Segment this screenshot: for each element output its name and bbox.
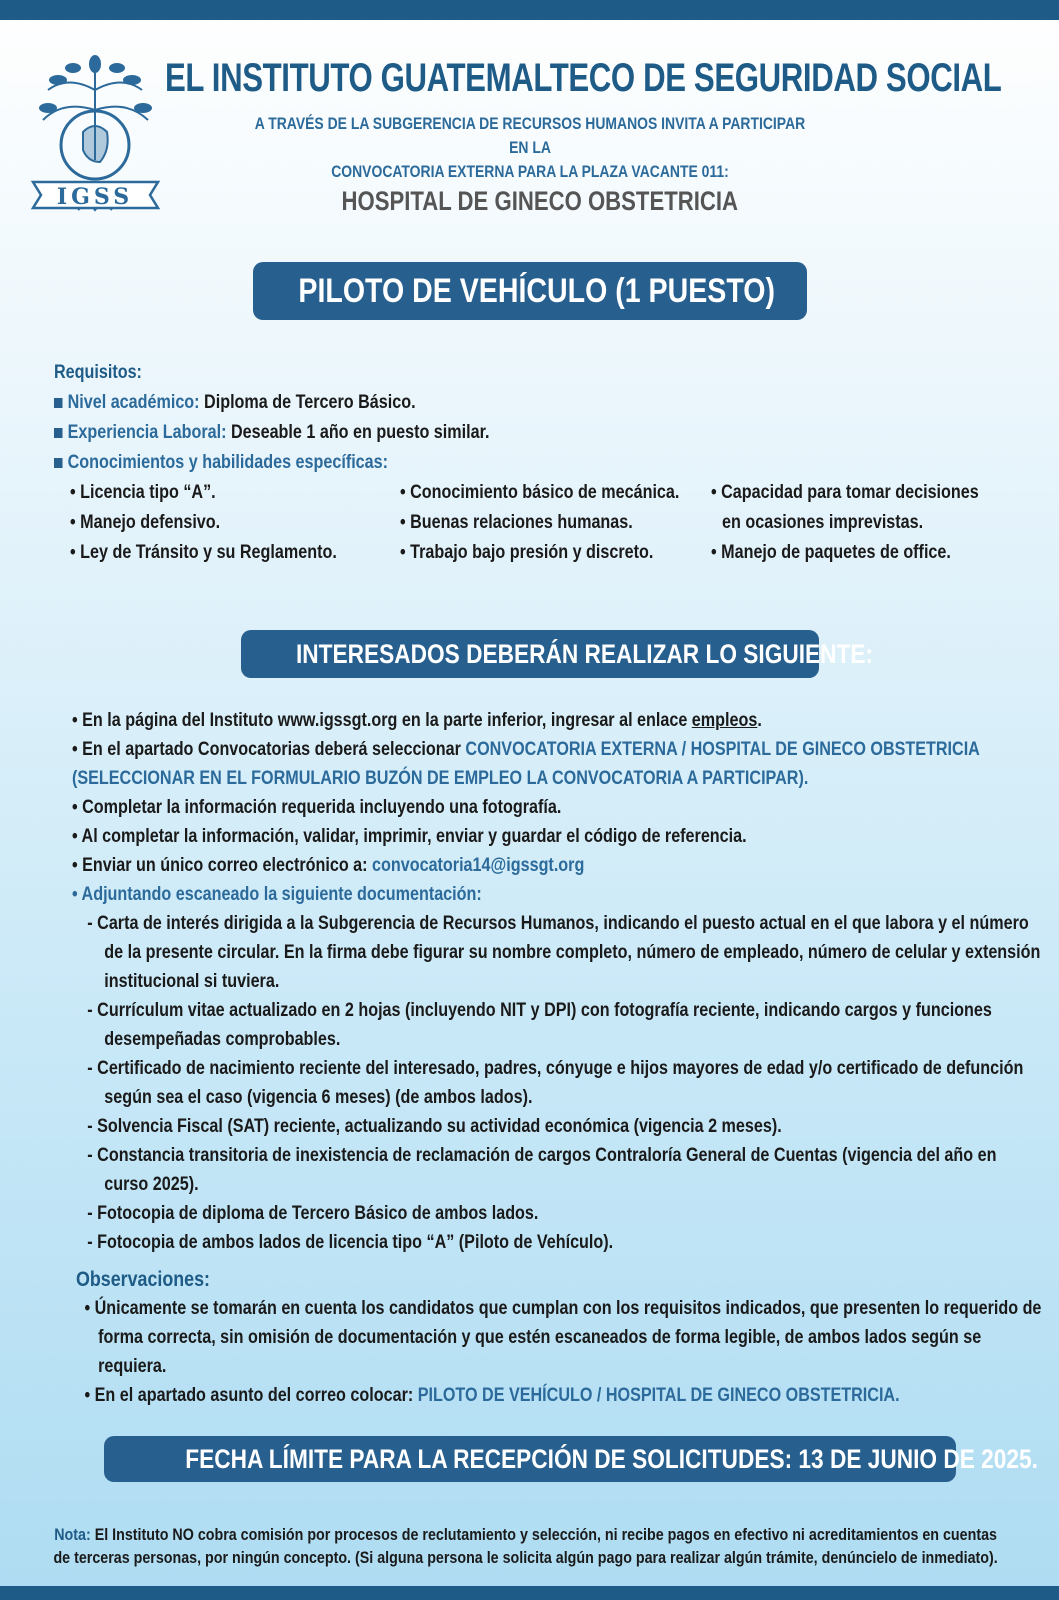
page-title: EL INSTITUTO GUATEMALTECO DE SEGURIDAD SOCIAL — [165, 56, 1002, 100]
skills-column-3 — [711, 478, 1026, 568]
document-item: - Solvencia Fiscal (SAT) reciente, actualizando su actividad económica (vigencia 2 meses). — [87, 1116, 782, 1137]
skill-item: • Ley de Tránsito y su Reglamento. — [70, 542, 337, 563]
skills-column-2 — [400, 478, 729, 568]
job-title-banner: PILOTO DE VEHÍCULO (1 PUESTO) — [253, 262, 807, 320]
requirements-section — [54, 358, 1014, 478]
deadline-banner: FECHA LÍMITE PARA LA RECEPCIÓN DE SOLICITUDES: 13 DE JUNIO DE 2025. — [104, 1436, 956, 1482]
subtitle — [190, 112, 870, 184]
document-item: - Currículum vitae actualizado en 2 hojas (incluyendo NIT y DPI) con fotografía reciente, indicando cargos y funciones desempeñadas comprobables. — [87, 1000, 992, 1050]
square-bullet-icon — [54, 398, 63, 408]
observation-item: • Únicamente se tomarán en cuenta los candidatos que cumplan con los requisitos indicados, que presenten lo requerido de forma correcta, sin omisión de documentación y que estén escaneados de forma legible, de ambos lados según se requiera. — [84, 1298, 1042, 1377]
document-item: - Fotocopia de ambos lados de licencia tipo “A” (Piloto de Vehículo). — [87, 1232, 614, 1253]
skill-item: • Trabajo bajo presión y discreto. — [400, 542, 654, 563]
skill-item: • Manejo defensivo. — [70, 512, 221, 533]
square-bullet-icon — [54, 458, 63, 468]
observations-heading: Observaciones: — [76, 1268, 210, 1291]
skill-item: en ocasiones imprevistas. — [722, 512, 924, 533]
subtitle-line-1: A TRAVÉS DE LA SUBGERENCIA DE RECURSOS HUMANOS INVITA A PARTICIPAR EN LA — [254, 114, 806, 157]
step-select: • En el apartado Convocatorias deberá seleccionar CONVOCATORIA EXTERNA / HOSPITAL DE GINECO OBSTETRICIA (SELECCIONAR EN EL FORMULARIO BUZÓN DE EMPLEO LA CONVOCATORIA A PARTICIPAR). — [72, 739, 980, 789]
skill-item: • Conocimiento básico de mecánica. — [400, 482, 680, 503]
igss-logo — [28, 50, 163, 220]
employment-link[interactable]: empleos — [691, 710, 758, 731]
step-email: • Enviar un único correo electrónico a: convocatoria14@igssgt.org — [72, 855, 585, 876]
subtitle-line-2: CONVOCATORIA EXTERNA PARA LA PLAZA VACANTE 011: — [331, 162, 729, 181]
hospital-name: HOSPITAL DE GINECO OBSTETRICIA — [341, 186, 739, 216]
observations-section — [76, 1265, 1054, 1410]
skills-heading: Conocimientos y habilidades específicas: — [54, 448, 870, 478]
footer-note: Nota: El Instituto NO cobra comisión por procesos de reclutamiento y selección, ni recibe pagos en efectivo ni acreditamientos en cuentas de terceras personas, por ningún concepto. (Si alguna persona le solicita algún pago para realizar algún trámite, denúncielo de inmediato). — [53, 1525, 998, 1567]
svg-text:IGSS: IGSS — [56, 184, 134, 210]
note-label: Nota: — [54, 1525, 91, 1544]
skill-item: • Capacidad para tomar decisiones — [711, 482, 979, 503]
skill-item: • Licencia tipo “A”. — [70, 482, 216, 503]
skill-item: • Buenas relaciones humanas. — [400, 512, 633, 533]
top-bar — [0, 0, 1059, 20]
step-attach: • Adjuntando escaneado la siguiente documentación: — [72, 884, 482, 905]
step-website: • En la página del Instituto www.igssgt.org en la parte inferior, ingresar al enlace empleos. — [72, 710, 762, 731]
observation-item: • En el apartado asunto del correo colocar: PILOTO DE VEHÍCULO / HOSPITAL DE GINECO OBSTETRICIA. — [84, 1385, 900, 1406]
instructions-banner: INTERESADOS DEBERÁN REALIZAR LO SIGUIENTE: — [241, 630, 819, 678]
website-link[interactable]: www.igssgt.org — [277, 710, 398, 731]
academic-requirement: Nivel académico: Diploma de Tercero Básico. — [54, 388, 870, 418]
bottom-bar — [0, 1586, 1059, 1600]
step-validate: • Al completar la información, validar, imprimir, enviar y guardar el código de referencia. — [72, 826, 747, 847]
step-complete: • Completar la información requerida incluyendo una fotografía. — [72, 797, 562, 818]
email-link[interactable]: convocatoria14@igssgt.org — [372, 855, 585, 876]
requirements-heading: Requisitos: — [54, 362, 142, 383]
instructions-list — [72, 706, 1041, 1257]
skills-column-1 — [70, 478, 384, 568]
experience-requirement: Experiencia Laboral: Deseable 1 año en puesto similar. — [54, 418, 870, 448]
document-item: - Constancia transitoria de inexistencia de reclamación de cargos Contraloría General de Cuentas (vigencia del año en curso 2025). — [87, 1145, 997, 1195]
document-item: - Carta de interés dirigida a la Subgerencia de Recursos Humanos, indicando el puesto actual en el que labora y el número de la presente circular. En la firma debe figurar su nombre completo, número de empleado, número de celular y extensión institucional si tuviera. — [87, 913, 1041, 992]
document-item: - Certificado de nacimiento reciente del interesado, padres, cónyuge e hijos mayores de edad y/o certificado de defunción según sea el caso (vigencia 6 meses) (de ambos lados). — [87, 1058, 1024, 1108]
skill-item: • Manejo de paquetes de office. — [711, 542, 951, 563]
square-bullet-icon — [54, 428, 63, 438]
document-item: - Fotocopia de diploma de Tercero Básico de ambos lados. — [87, 1203, 539, 1224]
